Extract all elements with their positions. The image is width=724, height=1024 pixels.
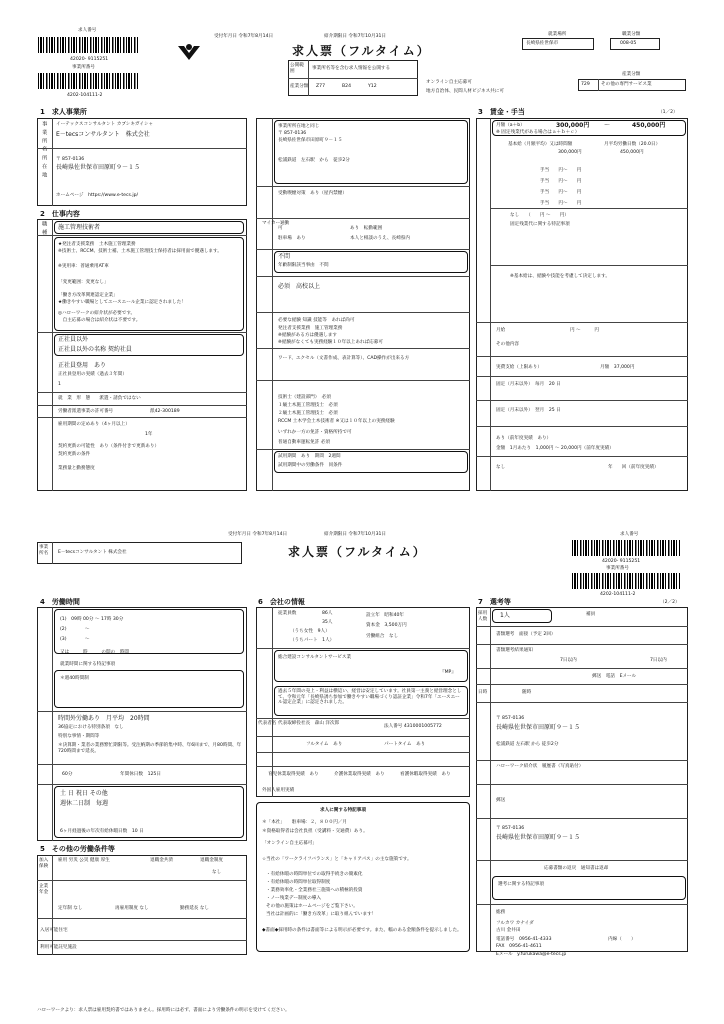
person-ext: 内線（ ） — [608, 937, 636, 942]
license-auto: 普通自動車運転免許 必須 — [278, 440, 330, 445]
dispatch: 就 業 形 態 派遣・請負ではない — [58, 396, 141, 401]
bonus-amount: 年 回（前年度実績） — [608, 465, 659, 470]
company-address: 長崎県佐世保市田原町９－１５ — [56, 164, 141, 171]
wage-min: 300,000円 — [556, 122, 590, 129]
license-3: ２級土木施工管理技士 必須 — [278, 411, 338, 416]
workplace-value: 長崎県佐世保市 — [526, 41, 559, 46]
person-kana: フルカワ カナイダ — [496, 921, 534, 926]
retire-system: 退職金制度 — [200, 858, 223, 863]
hours-note: ＊週40時間制 — [60, 676, 89, 681]
industry-code-3: Y12 — [368, 84, 377, 89]
transfer: あり 転勤範囲 — [350, 226, 383, 231]
transfer-note: 本人と相談のうえ、長崎県内 — [350, 236, 410, 241]
occupation-class-label: 職業分類 — [622, 32, 641, 37]
industry-class-label: 産業分類 — [622, 72, 641, 77]
employ-name: 正社員以外の名称 契約社員 — [58, 346, 132, 353]
trial-condition: 試用期間中の労働条件 同条件 — [278, 463, 343, 468]
select-station: 松浦鉄道 左石駅 から 徒歩2分 — [496, 742, 559, 747]
send-address: 長崎県佐世保市田原町９－１５ — [496, 834, 581, 841]
nursing-leave: 介護休業取得実績 あり — [334, 772, 385, 777]
person-email: Eメール y.furukawa@e-tecs.jp — [496, 952, 567, 957]
retire-system-value: なし — [212, 870, 222, 875]
age-reason: 年齢制限該当事由 不問 — [278, 263, 329, 268]
retire-fund: 退職金共済 — [150, 858, 173, 863]
article-36: 36協定における特別条項 なし — [58, 725, 124, 730]
workplace-zip: 〒 857-0136 — [278, 131, 307, 136]
job-title: 施工管理技術者 — [58, 224, 101, 231]
industry-code-2: B24 — [342, 84, 351, 89]
holidays: 土 日 祝日 その他 — [60, 790, 108, 797]
hellowork-logo — [176, 42, 202, 64]
contract-renew: 契約更新の可能性 あり（条件付きで更新あり） — [58, 444, 160, 449]
p2-barcode-job-no — [572, 540, 680, 556]
hours-3: (3) ～ — [60, 637, 90, 642]
weekly-holidays: 週休二日制 毎週 — [60, 800, 109, 807]
person-fax: FAX 0956-41-4611 — [496, 944, 542, 949]
person-role: 総務 — [496, 910, 506, 915]
p2-job-no: 42020- 9115251 — [602, 559, 641, 564]
received-date: 受付年月日 令和7年8月14日 — [214, 34, 274, 39]
special-5: ・有給休暇の時間単位での取得手続きの簡素化 — [266, 872, 363, 877]
section-5-header: 5 その他の労働条件等 — [40, 845, 115, 853]
p2-barcode-office-no — [572, 573, 680, 589]
job-no-label: 求人番号 — [78, 28, 97, 33]
send-method: 郵送 — [496, 798, 506, 803]
publish-label: 公開範囲 — [290, 63, 304, 74]
special-2: ＊資格取得者は会社負担（受講料・交通費）あり。 — [262, 829, 368, 834]
p2-company-name: E－tecsコンサルタント 株式会社 — [58, 550, 127, 555]
job-desc-1: ★発注者支援業務 土木施工管理業務 — [58, 242, 136, 247]
job-desc-6: ★働きやすい職場としてユースエール企業に認定されました！ — [58, 300, 186, 305]
childcare-leave: 育児休業取得実績 あり — [268, 772, 319, 777]
special-3: 「オンライン自主応募可」 — [262, 841, 317, 846]
experience-1: 必要な経験 知識 技能等 あれば尚可 — [278, 318, 355, 323]
section-2-header: 2 仕事内容 — [40, 210, 80, 218]
union: 労働組合 なし — [366, 634, 399, 639]
capital: 資本金 3,500万円 — [366, 623, 407, 628]
hires-label: 採用人数 — [478, 611, 488, 622]
page-number: （1／2） — [658, 110, 678, 115]
return-docs: 応募書類の返戻 通知書は返却 — [544, 866, 609, 871]
basic-max: 450,000円 — [620, 150, 644, 155]
workplace-label: 就業場所 — [548, 32, 567, 37]
work-regulation: フルタイム あり — [306, 742, 343, 747]
p2-page-title: 求人票（フルタイム） — [288, 545, 427, 559]
job-no: 42020- 9115251 — [70, 57, 109, 62]
special-9: その他の施策はホームページをご覧下さい。 — [266, 904, 358, 909]
section-7-header: 7 選考等 — [478, 598, 511, 606]
care-leave: 看護休暇取得実績 あり — [400, 772, 451, 777]
select-place: 長崎県佐世保市田原町９－１５ — [496, 724, 581, 731]
note-online: オンライン自主応募可 — [426, 80, 472, 85]
renew-condition-2: 業務量と勤務態度 — [58, 466, 95, 471]
car-value: 可 — [278, 226, 283, 231]
childcare: 利用可能託児施設 — [40, 945, 77, 950]
representative: 代表取締役社長 森山 洋次郎 — [278, 721, 340, 726]
experience-4: ※経験がなくても実務経験１０年以上あれば応募可 — [278, 340, 383, 345]
overtime-note: ＊決算期・業者の業務繁忙期限等。受注納期の季節的集中時、年6回まで、月80時間、年720時間まで延長。 — [58, 743, 242, 754]
staff-label: 従業員数 — [278, 611, 297, 616]
part-regulation: パートタイム あり — [384, 742, 426, 747]
workplace-address: 長崎県佐世保市田原町９－１５ — [278, 138, 343, 143]
office-no: 4202-104111-2 — [67, 93, 103, 98]
education: 必須 高校以上 — [278, 283, 321, 290]
job-desc-7: ◎ハローワークの紹介状が必要です。 — [58, 311, 136, 316]
corporate-number: 法人番号 4310001005772 — [384, 724, 442, 729]
person-name: 古川 金井田 — [496, 928, 521, 933]
rep-label: 代表者名 — [258, 721, 277, 726]
dispatch-permit: 労働者派遣事業の許可番号 — [58, 409, 114, 414]
seishain-touyou: 正社員登用 あり — [58, 362, 107, 369]
job-desc-2: ※技術士、RCCM、技術士補、土木施工管理技士保持者は採用面で優遇します。 — [58, 249, 222, 254]
monthly-label: 月給 — [496, 328, 506, 333]
company-kana: イーテックスコンサルタント カブシキガイシャ — [56, 122, 154, 127]
deadline-date: 紹介期限日 令和7年10月31日 — [324, 34, 387, 39]
send-zip: 〒 857-0136 — [496, 826, 525, 831]
retirement-age: 定年制 なし — [58, 906, 83, 911]
trial-period: 試用期間 あり 期間 2週間 — [278, 454, 341, 459]
allowance-1: 手当 円～ 円 — [540, 168, 582, 173]
industry-label: 産業分類 — [290, 84, 309, 89]
hours-2: (2) ～ — [60, 627, 90, 632]
select-note: 選考に関する特記事項 — [498, 882, 544, 887]
renew-condition: 契約更新の条件 — [58, 452, 91, 457]
p2-office-no-label: 事業所番号 — [606, 566, 629, 571]
result-notice: 書類選考結果通知 — [496, 648, 533, 653]
parking: 駐車場 あり — [278, 236, 306, 241]
person-tel: 電話番号 0956-41-4333 — [496, 937, 552, 942]
overtime: 時間外労働あり 月平均 20時間 — [58, 715, 150, 722]
monthly-range: 円 ～ 円 — [570, 328, 600, 333]
wage-tilde: ～ — [604, 122, 611, 129]
application-docs: ハローワーク紹介状 履歴書（写真貼付） — [496, 764, 584, 769]
section-6-header: 6 会社の情報 — [258, 598, 305, 606]
company-name: E－tecsコンサルタント 株式会社 — [56, 131, 150, 138]
basic-min: 300,000円 — [558, 150, 582, 155]
insurance-label: 加入保険 — [39, 858, 49, 869]
p2-company-label: 事業所名 — [39, 545, 49, 556]
special-1: ＊「本社」 駐車場：２，８００円／月 — [262, 820, 347, 825]
experience-2: 発注者支援業務 施工管理業務 — [278, 326, 343, 331]
features: 過去５年間の売上・利益は横這い、経営は安定しています。社員第一主義と経営理念として、令和元年「長崎県誘ち参加で働きやすい職場づくり認証企業」令和7年「ユースエール認定企業」に認定されました。 — [278, 689, 462, 706]
industry-class-name: その他の専門サービス業 — [601, 82, 652, 87]
business: 総合建設コンサルタントサービス業 — [278, 655, 352, 660]
section-1-header: 1 求人事業所 — [40, 108, 87, 116]
paid-leave: 6ヶ月経過後の年次有給休暇日数 10 日 — [60, 829, 144, 834]
section-3-header: 3 賃金・手当 — [478, 108, 525, 116]
experience-3: ※経験がある方は優遇します — [278, 333, 337, 338]
special-8: ・ノー残業デー制度の導入 — [266, 896, 321, 901]
founded: 設立年 昭和40年 — [366, 613, 405, 618]
fixed-overtime: なし （ 円 ～ 円） — [510, 213, 569, 218]
p2-received-date: 受付年月日 令和7年8月14日 — [228, 532, 288, 537]
p2-deadline-date: 紹介期限日 令和7年10月31日 — [324, 532, 387, 537]
business-tag: 『MP』 — [440, 670, 456, 675]
note-agency: 地方自治体、民間人材ビジネス共に可 — [426, 89, 504, 94]
job-desc-5: 「働き方改革関連認定企業」 — [58, 293, 118, 298]
insurance: 雇用 労災 公災 健康 厚生 — [58, 858, 110, 863]
job-title-label: 職種 — [40, 221, 47, 238]
hours-1: (1) 09時 00分 ～ 17時 30分 — [60, 617, 124, 622]
employ-form: 正社員以外 — [58, 336, 89, 343]
staff-part: （うちパート 1人） — [290, 638, 335, 643]
barcode-job-no — [38, 37, 138, 53]
footer-note: ハローワークより：求人票は雇用契約書ではありません。採用時には必ず、書面により労働条件の明示を受けてください。 — [37, 1008, 290, 1013]
employ-count: 1 — [58, 382, 61, 387]
raise-amount: 金額 1月あたり 1,000円 ～ 20,000円（前年度実績） — [496, 446, 614, 451]
allowance-3: 手当 円～ 円 — [540, 190, 582, 195]
address-label: 所在地 — [40, 155, 47, 180]
raise: あり（前年度実績 あり） — [496, 436, 552, 441]
page-title: 求人票（フルタイム） — [292, 44, 431, 58]
p2-office-no: 4202-104111-2 — [600, 592, 636, 597]
foreign-hire: 外国人雇用実績 — [262, 788, 295, 793]
dispatch-permit-no: 派42-300189 — [150, 409, 180, 414]
commute-actual: 実費支給（上限あり） — [496, 365, 542, 370]
interview-days: 7日以内 — [650, 658, 667, 663]
job-desc-4: 「変更範囲：変更なし」 — [58, 280, 109, 285]
wage-label: 月額（a＋b） — [496, 123, 525, 128]
special-4: ☆当社の「ワークライフバランス」と「キャリアパス」の主な施策です。 — [262, 857, 412, 862]
special-11: ◆書面◆採用時の条件は書面等による明示が必要です。また、幅のある金額条件を提示しました。 — [262, 928, 462, 933]
company-zip: 〒 857-0136 — [56, 157, 85, 162]
special-6: ・有給休暇の時間単位取得制度 — [266, 880, 331, 885]
industry-class-code: 729 — [581, 82, 590, 87]
job-desc-8: 自主応募の場合は紹介状は不要です。 — [58, 318, 141, 323]
homepage: ホームページ https://www.e-tecs.jp/ — [56, 193, 139, 198]
age: 不問 — [278, 253, 291, 260]
select-method: 書類選考 面接（予定 2回） — [496, 632, 556, 637]
select-place-zip: 〒 857-0136 — [496, 716, 525, 721]
hours-note-label: 就業時間に関する特記事項 — [60, 662, 116, 667]
license-4: RCCM 土木学会土木技術者 ※又は１０年以上の実務経験 — [278, 419, 395, 424]
p2-page-number: （2／2） — [660, 600, 680, 605]
other-pay: その他内容 — [496, 342, 519, 347]
section-4-header: 4 労働時間 — [40, 598, 80, 606]
reemployment: 再雇用制度 なし — [115, 906, 149, 911]
job-desc-3: ※実用車：普通乗用AT車 — [58, 264, 109, 269]
occupation-class: 008-05 — [620, 41, 637, 46]
basic-label: 基本給（月額平均）又は時間額 — [508, 142, 573, 147]
car-label: マイカー通勤 — [262, 221, 290, 226]
hours-4: 又は 時 の間の 時間 — [60, 650, 129, 655]
contact-method: 郵送 電話 Eメール — [592, 674, 637, 679]
contract-period: 雇用期間の定めあり（4ヶ月以上） — [58, 422, 130, 427]
office-no-label: 事業所番号 — [72, 65, 95, 70]
license-2: １級土木施工管理技士 必須 — [278, 403, 338, 408]
contract-length: 1年 — [145, 432, 153, 437]
special-title: 求人に関する特記事項 — [320, 808, 366, 813]
allowance-4: 手当 円～ 円 — [540, 201, 582, 206]
license-1: 技術士（建設部門） 必須 — [278, 395, 331, 400]
closing-date: 固定（月末以外） 毎月 20 日 — [496, 382, 561, 387]
date-label: 日時 — [478, 690, 488, 695]
basic-avg-days: 月平均労働日数（20.0日） — [604, 142, 661, 147]
office-label: 事業所名 — [40, 121, 47, 155]
commute-amount: 月額 37,000円 — [600, 365, 635, 370]
result-days: 7日以内 — [560, 658, 577, 663]
publish-value: 事業所名等を含む求人情報を公開する — [312, 66, 391, 71]
bonus: なし — [496, 465, 506, 470]
wage-note-2: ※基本給は、経験や技能を考慮して決定します。 — [510, 274, 610, 279]
pc-skill: ワード、エクセル（文書作成、表計算等）、CAD操作が出来る方 — [278, 356, 410, 361]
break-time: 60分 — [62, 772, 73, 777]
barcode-office-no — [38, 73, 138, 89]
seishain-jisseki: 正社員登用の実績（過去３年間） — [58, 372, 127, 377]
fixed-overtime-note: 固定残業代に関する特記事項 — [510, 222, 570, 227]
wage-note: ※ 固定残業代がある場合はａ＋ｂ＋ｃ） — [496, 130, 580, 135]
pay-day: 固定（月末以外） 翌月 25 日 — [496, 408, 561, 413]
wage-max: 450,000円 — [632, 122, 666, 129]
special-10: 当社は計画的に「働き方改革」に取り組んでいます！ — [266, 912, 377, 917]
hires-need: 補員 — [586, 612, 596, 617]
special-7: ・業務効率化・全業務社三施策への積極的投資 — [266, 888, 363, 893]
hires: 1人 — [500, 612, 510, 619]
allowance-2: 手当 円～ 円 — [540, 179, 582, 184]
staff-site: 35人 — [322, 620, 333, 625]
license-or: いずれか一方の免許・資格所持で可 — [278, 430, 352, 435]
corporate-pension: 企業年金 — [39, 884, 49, 895]
industry-code-1: Z77 — [316, 84, 325, 89]
age-box — [274, 251, 468, 273]
workplace-station: 松浦鉄道 左石駅 から 徒歩2分 — [278, 158, 350, 163]
smoke-policy: 受動喫煙対策 あり（屋内禁煙） — [278, 191, 347, 196]
staff-total: 86人 — [322, 611, 333, 616]
select-date: 随時 — [522, 690, 532, 695]
annual-holidays: 年間休日数 125日 — [120, 772, 161, 777]
housing: 入居可能住宅 — [40, 928, 68, 933]
workplace-same: 事業所所在地と同じ — [278, 124, 320, 129]
select-note-box — [492, 876, 686, 900]
staff-female: （うち女性 9人） — [290, 629, 330, 634]
extension: 勤務延長 なし — [180, 906, 210, 911]
p2-job-no-label: 求人番号 — [620, 532, 639, 537]
article-36-detail: 特別な事情・期間等 — [58, 734, 100, 739]
